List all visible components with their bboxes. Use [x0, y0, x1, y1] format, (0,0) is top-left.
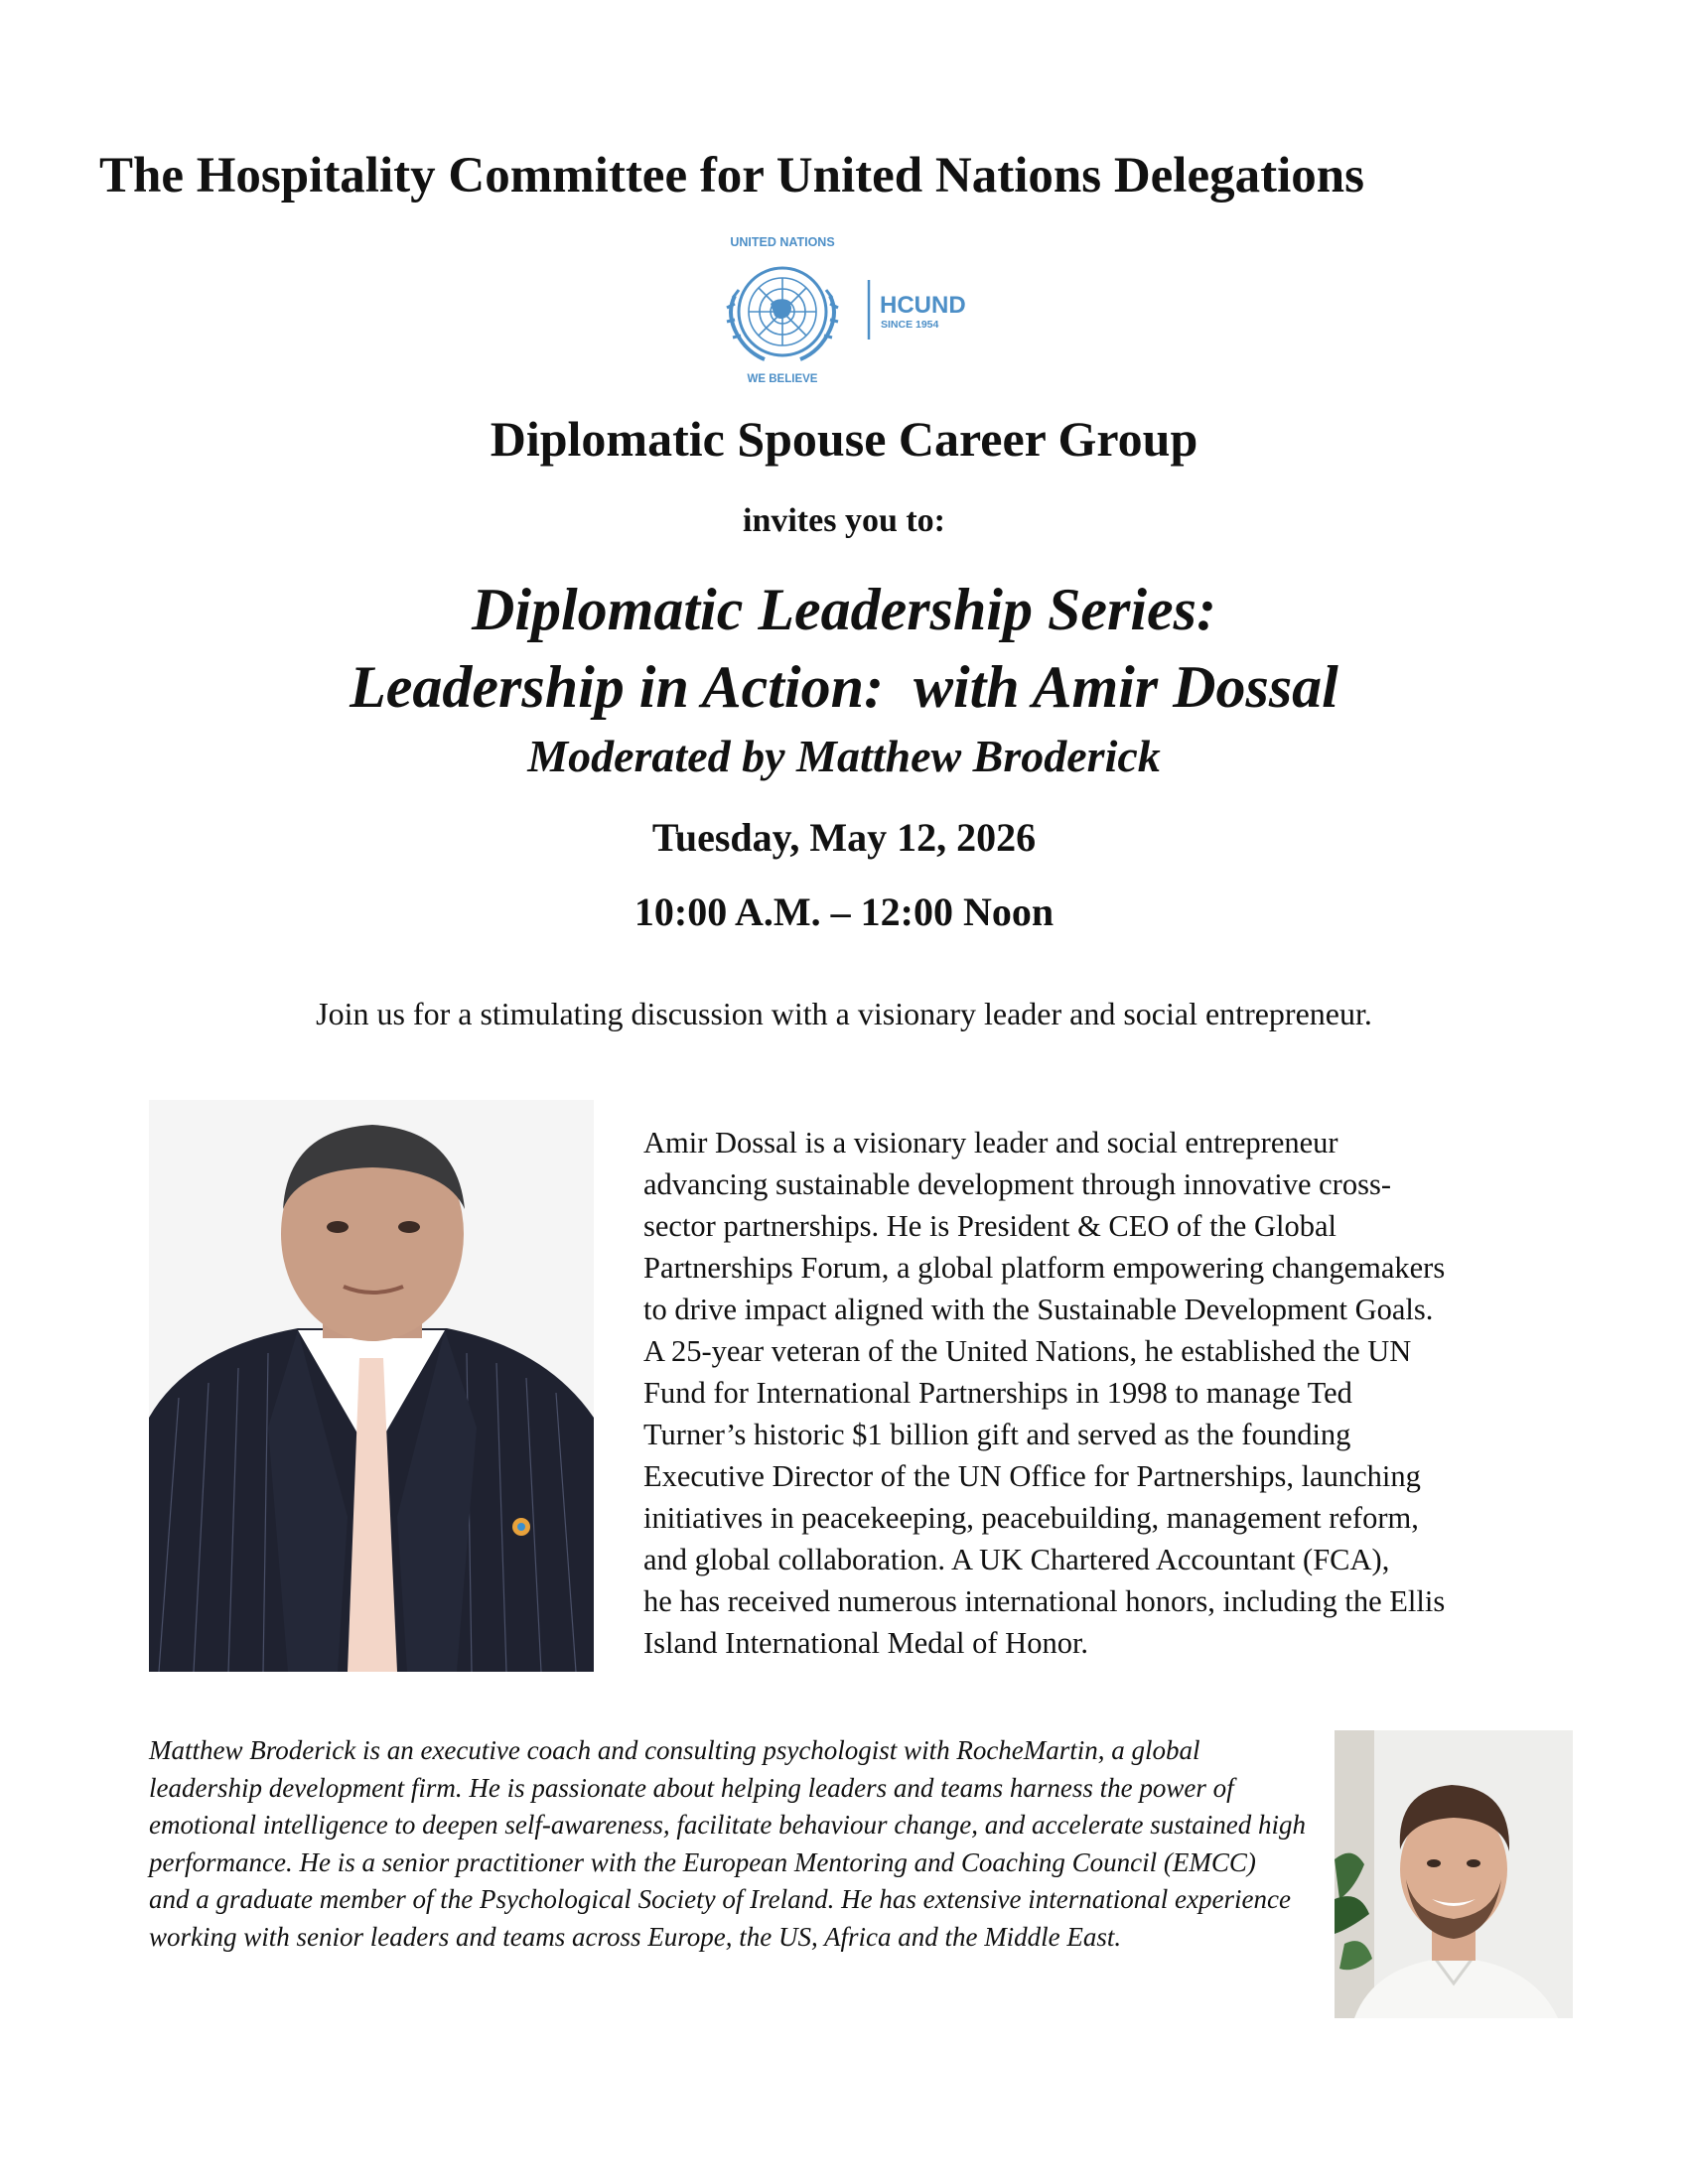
logo-since: SINCE 1954 [881, 319, 939, 331]
host-group-name: Diplomatic Spouse Career Group [490, 411, 1198, 467]
speaker-bio-line: Executive Director of the UN Office for Partnerships, launching [643, 1459, 1421, 1493]
organization-title: The Hospitality Committee for United Nations Delegations [99, 148, 1364, 204]
event-time: 10:00 A.M. – 12:00 Noon [633, 889, 1055, 934]
speaker-bio-line: Turner’s historic $1 billion gift and served as the founding [643, 1418, 1351, 1451]
logo-bottom-text: WE BELIEVE [747, 373, 818, 385]
speaker-bio-line: advancing sustainable development through innovative cross- [643, 1167, 1391, 1201]
invite-line: invites you to: [743, 502, 945, 539]
speaker-bio-line: sector partnerships. He is President & CEO of the Global [643, 1209, 1336, 1243]
moderator-bio-line: emotional intelligence to deepen self-awareness, facilitate behaviour change, and accelerate sustained high [149, 1810, 1306, 1840]
speaker-bio-line: and global collaboration. A UK Chartered Accountant (FCA), [643, 1543, 1390, 1576]
logo-top-text: UNITED NATIONS [730, 235, 835, 249]
event-title-line-1: Diplomatic Leadership Series: [472, 577, 1216, 642]
speaker-bio-line: initiatives in peacekeeping, peacebuilding, management reform, [643, 1501, 1419, 1535]
speaker-bio-line: Fund for International Partnerships in 1998 to manage Ted [643, 1376, 1352, 1410]
moderator-bio-line: Matthew Broderick is an executive coach and consulting psychologist with RocheMartin, a global [149, 1735, 1200, 1765]
event-tagline: Join us for a stimulating discussion with a visionary leader and social entrepreneur. [316, 996, 1372, 1031]
moderator-bio-line: and a graduate member of the Psychological Society of Ireland. He has extensive international experience [149, 1884, 1291, 1914]
speaker-bio [643, 1122, 1547, 1664]
hcund-logo [695, 230, 993, 387]
moderator-headshot [1335, 1730, 1573, 2018]
logo-acronym: HCUND [880, 292, 966, 319]
speaker-bio-line: he has received numerous international honors, including the Ellis [643, 1584, 1446, 1618]
speaker-bio-line: Island International Medal of Honor. [643, 1626, 1089, 1660]
speaker-bio-line: to drive impact aligned with the Sustainable Development Goals. [643, 1293, 1434, 1326]
un-emblem-icon [727, 268, 838, 359]
event-title-line-2: Leadership in Action: with Amir Dossal [350, 654, 1338, 720]
event-title [0, 571, 1688, 726]
speaker-bio-line: A 25-year veteran of the United Nations, he established the UN [643, 1334, 1412, 1368]
moderator-bio-line: working with senior leaders and teams across Europe, the US, Africa and the Middle East. [149, 1921, 1122, 1952]
moderator-bio [149, 1732, 1311, 1956]
speaker-bio-line: Amir Dossal is a visionary leader and social entrepreneur [643, 1126, 1338, 1160]
speaker-portrait [149, 1100, 594, 1672]
event-date: Tuesday, May 12, 2026 [651, 815, 1037, 860]
speaker-bio-line: Partnerships Forum, a global platform empowering changemakers [643, 1251, 1446, 1285]
moderator-line: Moderated by Matthew Broderick [527, 731, 1161, 781]
moderator-bio-line: leadership development firm. He is passionate about helping leaders and teams harness the power of [149, 1772, 1234, 1803]
moderator-bio-line: performance. He is a senior practitioner with the European Mentoring and Coaching Council (EMCC) [149, 1846, 1256, 1877]
